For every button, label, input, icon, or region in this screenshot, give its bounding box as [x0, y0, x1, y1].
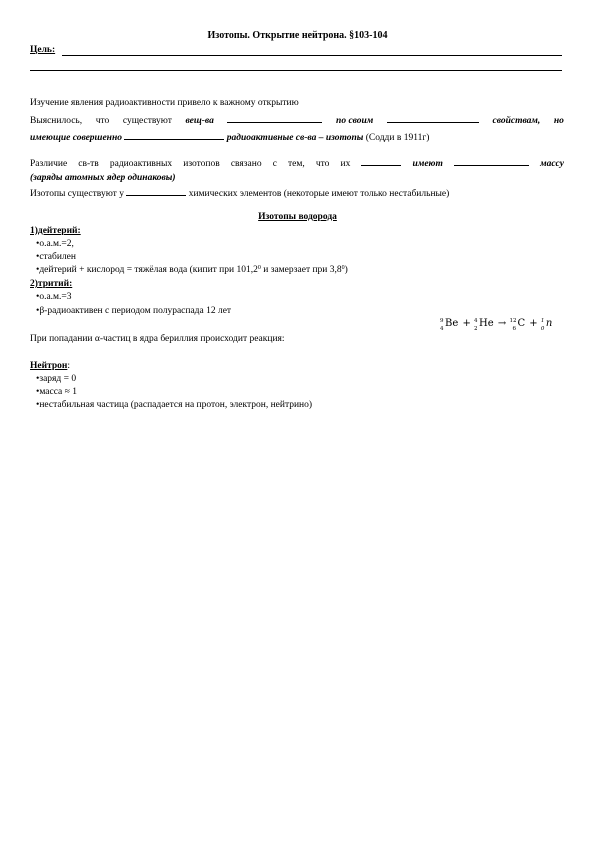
fill-in-blank: [227, 113, 322, 123]
degree-sup: 0: [341, 265, 345, 271]
p1-word: но: [553, 116, 564, 126]
section-title: Изотопы водорода: [258, 212, 337, 222]
p2-word: их: [340, 159, 351, 169]
list-item: •масса ≈ 1: [36, 387, 77, 397]
intro-text: Изучение явления радиоактивности привело к важному открытию: [30, 98, 299, 108]
fill-in-blank: [361, 156, 401, 166]
p2-word: радиоактивных: [109, 159, 173, 169]
goal-line-2: [30, 70, 562, 71]
element-symbol: C: [517, 318, 526, 329]
mass-number: 1: [540, 318, 545, 324]
element-symbol: Be: [445, 318, 459, 329]
paragraph-isotopes-line-1: [30, 113, 564, 127]
p1-word: вещ-ва: [185, 116, 214, 126]
atomic-number: 4: [440, 326, 444, 332]
neutron-header: [30, 360, 70, 372]
list-item: •о.а.м.=2,: [36, 239, 74, 249]
list-item: [36, 264, 348, 276]
fill-in-blank: [124, 130, 224, 140]
p2-word: св-тв: [78, 159, 99, 169]
fill-in-blank: [387, 113, 479, 123]
p1-word: Выяснилось,: [30, 116, 83, 126]
paragraph-difference-line-1: [30, 156, 564, 170]
beryllium-isotope: [440, 318, 459, 332]
neutron-header-colon: :: [67, 361, 71, 371]
p2-line3-a: Изотопы существуют у: [30, 189, 124, 199]
p1-word: по своим: [336, 116, 374, 126]
p2-line2: (заряды атомных ядер одинаковы): [30, 173, 176, 183]
p2-word: изотопов: [183, 159, 220, 169]
p1-line2-c: (Содди в 1911г): [365, 133, 430, 143]
heavy-water-text-c: ): [344, 265, 348, 275]
mass-number: 9: [440, 318, 444, 324]
atomic-number: 6: [512, 326, 516, 332]
heavy-water-text-b: и замерзает при 3,8: [263, 265, 342, 275]
p2-word: с: [272, 159, 277, 169]
neutron-header-text: Нейтрон: [30, 361, 68, 371]
deuterium-header: [30, 225, 81, 237]
tritium-header: 2)тритий:: [30, 279, 73, 289]
list-item: •β-радиоактивен с периодом полураспада 12 лет: [36, 306, 232, 316]
plus-sign: +: [529, 318, 538, 329]
p2-word: связано: [230, 159, 262, 169]
p2-word: Различие: [30, 159, 68, 169]
atomic-number: 0: [540, 326, 545, 332]
reaction-text: При попадании α-частиц в ядра бериллия происходит реакция:: [30, 334, 285, 344]
p1-line2-b: радиоактивные св-ва – изотопы: [226, 133, 364, 143]
p1-line2-a: имеющие совершенно: [30, 133, 122, 143]
mass-number: 4: [474, 318, 478, 324]
p2-word: что: [315, 159, 330, 169]
p1-word: что: [95, 116, 110, 126]
goal-label: Цель:: [30, 45, 56, 55]
heavy-water-text-a: •дейтерий + кислород = тяжёлая вода (кипит при 101,2: [36, 265, 258, 275]
p2-word: массу: [540, 159, 564, 169]
mass-number: 12: [509, 318, 517, 324]
p2-line3-b: химических элементов (некоторые имеют только нестабильные): [188, 189, 450, 199]
atomic-number: 2: [474, 326, 478, 332]
nuclear-reaction-formula: [440, 318, 553, 330]
neutron-symbol: [540, 318, 553, 332]
p2-word: имеют: [412, 159, 443, 169]
element-symbol: n: [545, 318, 553, 329]
fill-in-blank: [454, 156, 529, 166]
paragraph-isotopes: [30, 113, 564, 144]
helium-isotope: [474, 318, 494, 332]
list-item: •заряд = 0: [36, 374, 77, 384]
list-item: •о.а.м.=3: [36, 292, 72, 302]
carbon-isotope: [509, 318, 526, 332]
degree-sup: 0: [257, 265, 261, 271]
element-symbol: He: [479, 318, 494, 329]
p1-word: свойствам,: [492, 116, 541, 126]
goal-line-1: [62, 55, 562, 56]
fill-in-blank: [126, 186, 186, 196]
p1-word: существуют: [122, 116, 172, 126]
paragraph-difference: [30, 156, 564, 200]
arrow-icon: →: [497, 318, 507, 329]
p2-word: тем,: [288, 159, 305, 169]
plus-sign: +: [462, 318, 471, 329]
list-item: •нестабильная частица (распадается на протон, электрон, нейтрино): [36, 400, 313, 410]
page-title: Изотопы. Открытие нейтрона. §103-104: [207, 30, 388, 41]
list-item: •стабилен: [36, 252, 76, 262]
deuterium-header-text: 1)дейтерий:: [30, 226, 81, 236]
